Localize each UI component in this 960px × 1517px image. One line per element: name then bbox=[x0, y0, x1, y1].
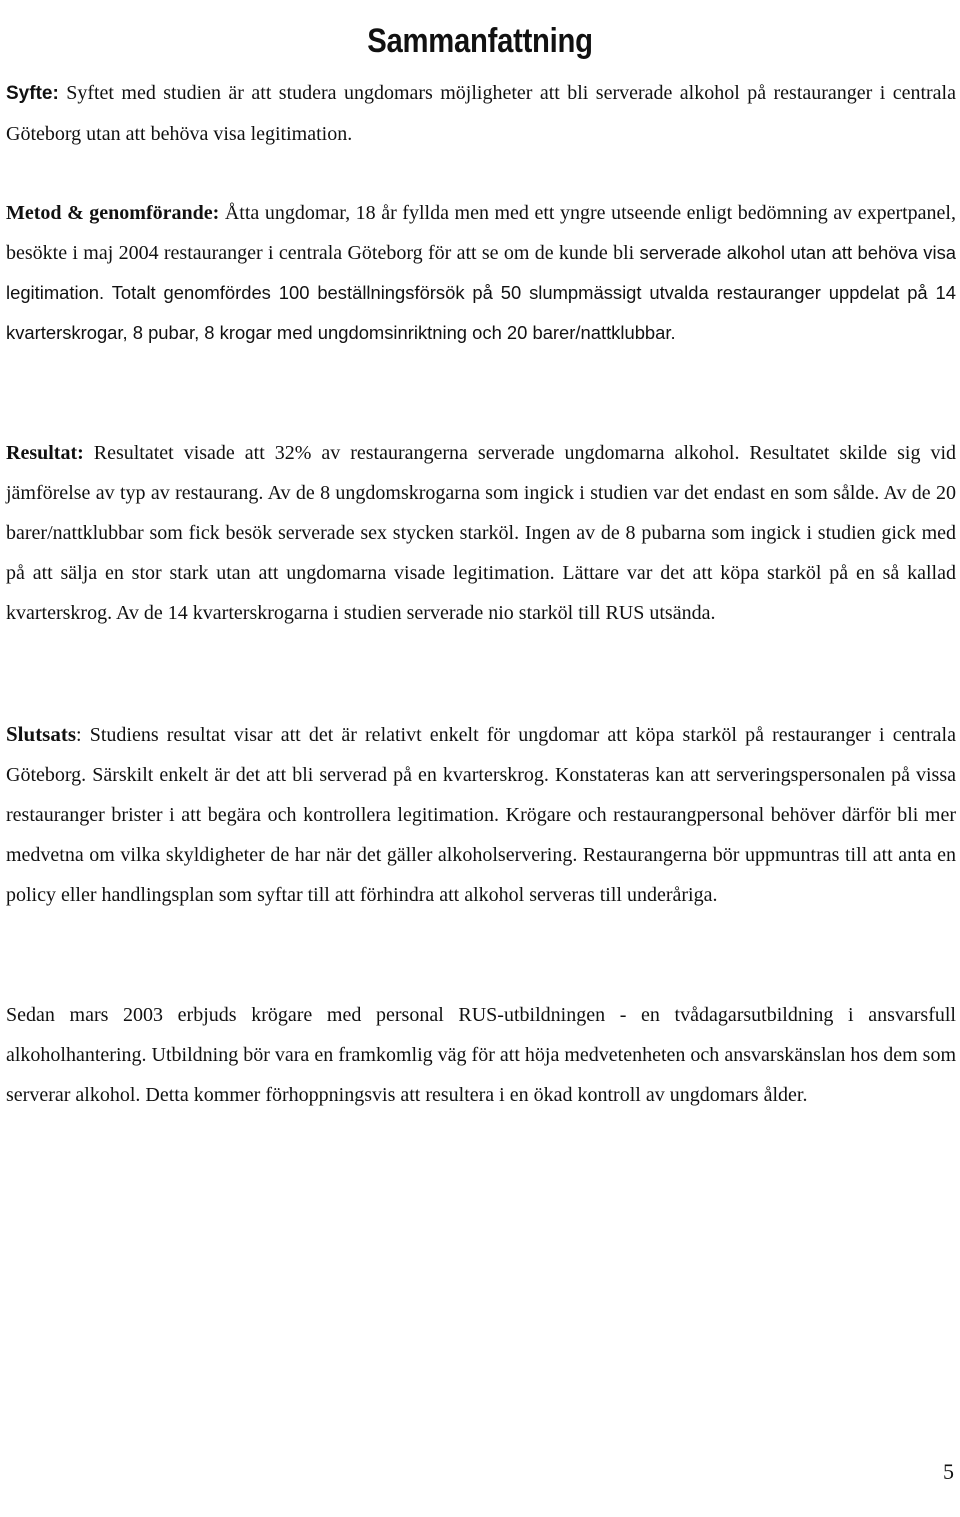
metod-paragraph bbox=[6, 193, 956, 353]
metod-text-c: Totalt genomfördes 100 beställningsförsök på 50 slumpmässigt utvalda restauranger uppdelat på 14 kvarterskrogar, 8 pubar, 8 krogar med bbox=[6, 282, 956, 343]
metod-text-a: Åtta ungdomar, 18 år fyllda men med ett yngre utseende enligt bedömning av expertpanel, besökte i maj 2004 restauranger i centrala Göteborg för att se om de kunde bli bbox=[6, 202, 956, 264]
sedan-paragraph bbox=[6, 995, 956, 1115]
metod-text-d: ungdomsinriktning och 20 barer/nattklubbar. bbox=[317, 322, 676, 343]
metod-label: Metod & genomförande: bbox=[6, 202, 220, 224]
page-title: Sammanfattning bbox=[367, 21, 593, 60]
syfte-text: Syftet med studien är att studera ungdomars möjligheter att bli serverade alkohol på restauranger i centrala Göteborg utan att behöva visa legitimation. bbox=[6, 82, 956, 145]
sedan-text: Sedan mars 2003 erbjuds krögare med personal RUS-utbildningen - en tvådagarsutbildning i ansvarsfull alkoholhantering. Utbildning bör vara en framkomlig väg för att höja medvetenheten och ansvarskänslan hos dem som serverar alkohol. Detta kommer förhoppningsvis att resultera i en ökad kontroll av ungdomars ålder. bbox=[6, 1004, 956, 1106]
page-number: 5 bbox=[943, 1459, 954, 1484]
metod-text-b: serverade alkohol utan att behöva visa legitimation. bbox=[6, 242, 956, 303]
syfte-label: Syfte: bbox=[6, 83, 59, 104]
slutsats-text: : Studiens resultat visar att det är relativt enkelt för ungdomar att köpa starköl på restauranger i centrala Göteborg. Särskilt enkelt är det att bli serverad på en kvarterskrog. Konstateras kan att serveringspersonalen på vissa restauranger brister i att begära och kontrollera legitimation. Krögare och restaurangpersonal behöver därför bli mer medvetna om vilka skyldigheter de har när det gäller alkoholservering. Restaurangerna bör uppmuntras till att anta en policy eller handlingsplan som syftar till att förhindra att alkohol serveras till underåriga. bbox=[6, 724, 956, 906]
syfte-paragraph bbox=[6, 73, 956, 154]
slutsats-label: Slutsats bbox=[6, 722, 77, 746]
resultat-paragraph bbox=[6, 433, 956, 633]
slutsats-paragraph bbox=[6, 714, 956, 915]
resultat-text: Resultatet visade att 32% av restaurangerna serverade ungdomarna alkohol. Resultatet skilde sig vid jämförelse av typ av restaurang. Av de 8 ungdomskrogarna som ingick i studien var det endast en som sålde. Av de 20 barer/nattklubbar som fick besök serverade sex stycken starköl. Ingen av de 8 pubarna som ingick i studien gick med på att sälja en stor stark utan att ungdomarna visade legitimation. Lättare var det att köpa starköl på en så kallad kvarterskrog. Av de 14 kvarterskrogarna i studien serverade nio starköl till RUS utsända. bbox=[6, 442, 956, 624]
resultat-label: Resultat: bbox=[6, 442, 84, 464]
